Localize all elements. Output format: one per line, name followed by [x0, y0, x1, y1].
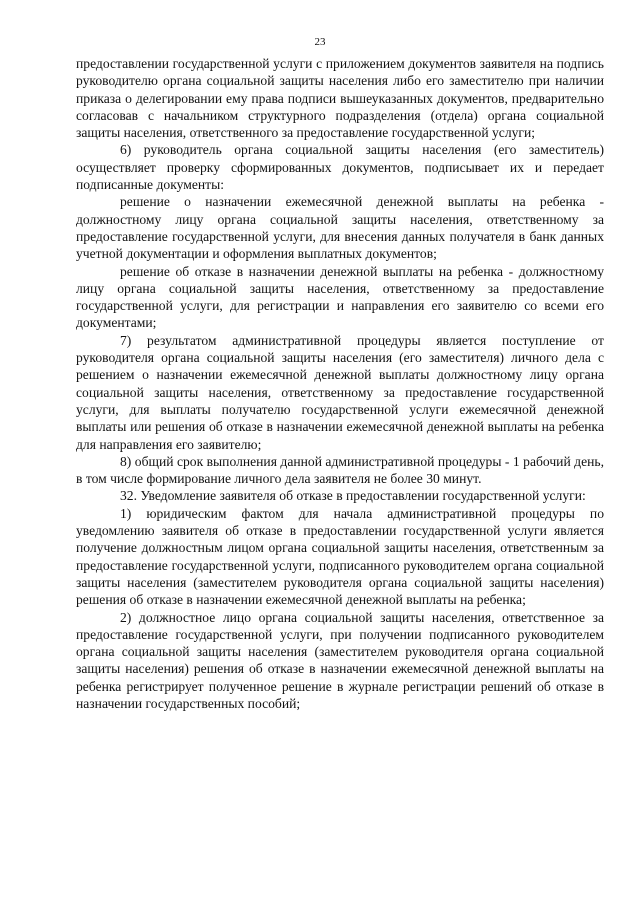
paragraph: 8) общий срок выполнения данной административной процедуры - 1 рабочий день, в том числе формирование личного дела заявителя не более 30 минут.	[76, 453, 604, 487]
paragraph: решение об отказе в назначении денежной выплаты на ребенка - должностному лицу органа социальной защиты населения, ответственному за предоставление государственной услуги, для регистрации и направления его заявителю со всеми его документами;	[76, 263, 604, 331]
document-body	[76, 55, 604, 712]
paragraph: 6) руководитель органа социальной защиты населения (его заместитель) осуществляет проверку сформированных документов, подписывает их и передает подписанные документы:	[76, 142, 604, 193]
paragraph: 7) результатом административной процедуры является поступление от руководителя органа социальной защиты населения (его заместителя) личного дела с решением о назначении ежемесячной денежной выплаты должностному лицу органа социальной защиты населения, ответственному за предоставление государственной услуги, для выплаты получателю государственной услуги ежемесячной денежной выплаты или решения об отказе в назначении ежемесячной денежной выплаты на ребенка для направления его заявителю;	[76, 332, 604, 452]
paragraph: 1) юридическим фактом для начала административной процедуры по уведомлению заявителя об отказе в предоставлении государственной услуги является получение должностным лицом органа социальной защиты населения, ответственным за предоставление государственной услуги, подписанного руководителем органа социальной защиты населения (заместителем руководителя органа социальной защиты населения) решения об отказе в назначении ежемесячной денежной выплаты на ребенка;	[76, 505, 604, 608]
paragraph: 32. Уведомление заявителя об отказе в предоставлении государственной услуги:	[120, 488, 586, 504]
paragraph: предоставлении государственной услуги с приложением документов заявителя на подпись руководителю органа социальной защиты населения либо его заместителю при наличии приказа о делегировании ему права подписи вышеуказанных документов, предварительно согласовав с начальником структурного подразделения (отдела) органа социальной защиты населения, ответственного за предоставление государственной услуги;	[76, 56, 604, 141]
page-number: 23	[314, 36, 326, 48]
paragraph: 2) должностное лицо органа социальной защиты населения, ответственное за предоставление государственной услуги, при получении подписанного руководителем органа социальной защиты населения (заместителем руководителя органа социальной защиты населения) решения об отказе в назначении ежемесячной денежной выплаты на ребенка регистрирует полученное решение в журнале регистрации решений об отказе в назначении государственных пособий;	[76, 609, 604, 711]
paragraph: решение о назначении ежемесячной денежной выплаты на ребенка - должностному лицу органа социальной защиты населения, ответственному за предоставление государственной услуги, для внесения данных получателя в банк данных учетной документации и оформления выплатных документов;	[76, 194, 604, 262]
